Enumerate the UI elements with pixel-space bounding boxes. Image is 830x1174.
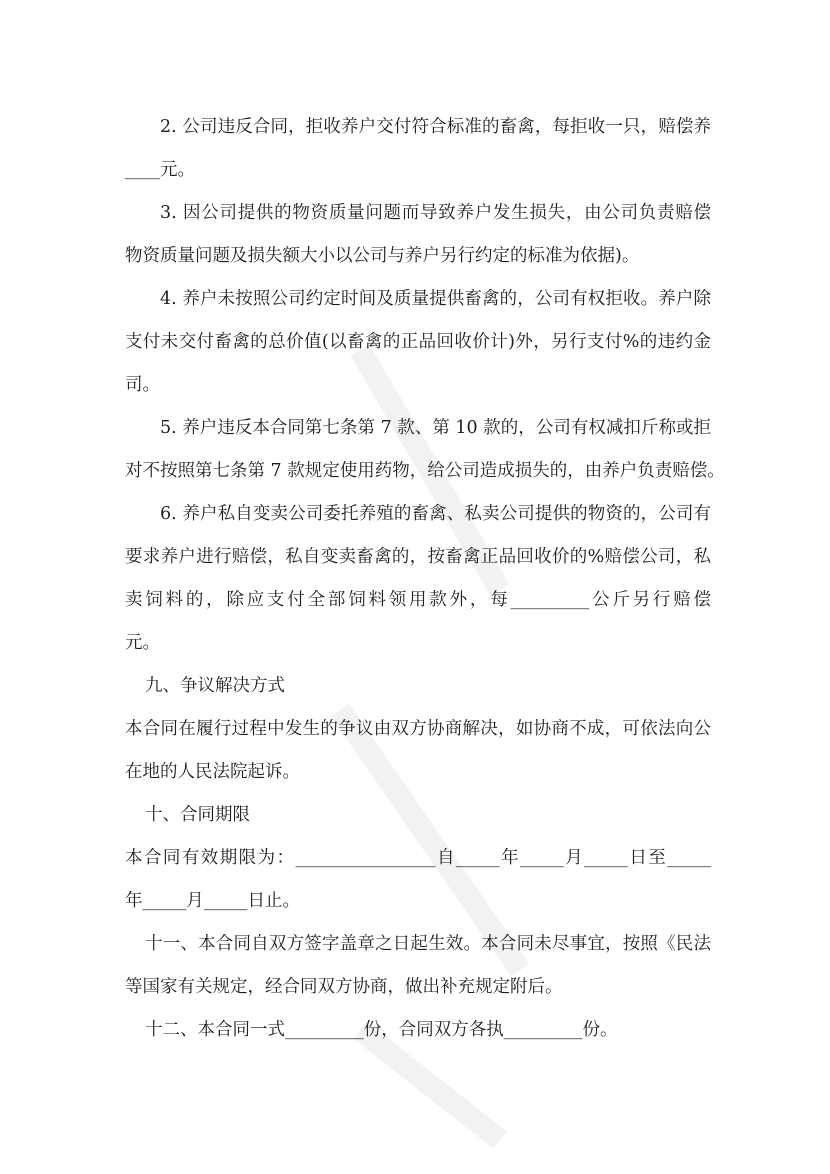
text-line: 本合同在履行过程中发生的争议由双方协商解决，如协商不成，可依法向公: [125, 719, 711, 739]
text-line: 十二、本合同一式_________份，合同双方各执_________份。: [145, 1020, 618, 1040]
text-line: 对不按照第七条第 7 款规定使用药物，给公司造成损失的，由养户负责赔偿。: [125, 461, 725, 481]
text-line: 年_____月_____日止。: [125, 891, 300, 911]
text-line: 5. 养户违反本合同第七条第 7 款、第 10 款的，公司有权减扣斤称或拒: [160, 418, 711, 438]
text-line: 支付未交付畜禽的总价值(以畜禽的正品回收价计)外，另行支付%的违约金: [125, 332, 711, 352]
text-line: 等国家有关规定，经合同双方协商，做出补充规定附后。: [125, 977, 563, 997]
paragraph-section-11: [125, 923, 711, 1009]
text-line: 十、合同期限: [145, 805, 250, 825]
text-line: 要求养户进行赔偿，私自变卖畜禽的，按畜禽正品回收价的%赔偿公司，私: [125, 547, 711, 567]
paragraph-section-10-body: [125, 837, 711, 923]
text-line: ____元。: [125, 160, 195, 180]
paragraph-section-10-heading: [125, 794, 711, 837]
paragraph-section-9-body: [125, 708, 711, 794]
text-line: 卖饲料的，除应支付全部饲料领用款外，每_________公斤另行赔偿: [125, 590, 711, 610]
text-line: 十一、本合同自双方签字盖章之日起生效。本合同未尽事宜，按照《民法: [145, 934, 711, 954]
text-line: 本合同有效期限为：________________自_____年_____月_____日至_____: [125, 848, 711, 868]
text-line: 3. 因公司提供的物资质量问题而导致养户发生损失，由公司负责赔偿: [160, 203, 711, 223]
paragraph-clause-2: [125, 106, 711, 192]
document-page: [125, 106, 725, 1052]
text-line: 6. 养户私自变卖公司委托养殖的畜禽、私卖公司提供的物资的，公司有: [160, 504, 711, 524]
paragraph-clause-6: [125, 493, 711, 665]
text-line: 2. 公司违反合同，拒收养户交付符合标准的畜禽，每拒收一只，赔偿养: [160, 117, 711, 137]
paragraph-section-12: [125, 1009, 711, 1052]
paragraph-clause-3: [125, 192, 711, 278]
text-line: 物资质量问题及损失额大小以公司与养户另行约定的标准为依据)。: [125, 246, 640, 266]
paragraph-section-9-heading: [125, 665, 711, 708]
paragraph-clause-4: [125, 278, 711, 407]
text-line: 元。: [125, 633, 160, 653]
paragraph-clause-5: [125, 407, 725, 493]
text-line: 4. 养户未按照公司约定时间及质量提供畜禽的，公司有权拒收。养户除: [160, 289, 711, 309]
text-line: 司。: [125, 375, 160, 395]
text-line: 在地的人民法院起诉。: [125, 762, 300, 782]
text-line: 九、争议解决方式: [145, 676, 285, 696]
